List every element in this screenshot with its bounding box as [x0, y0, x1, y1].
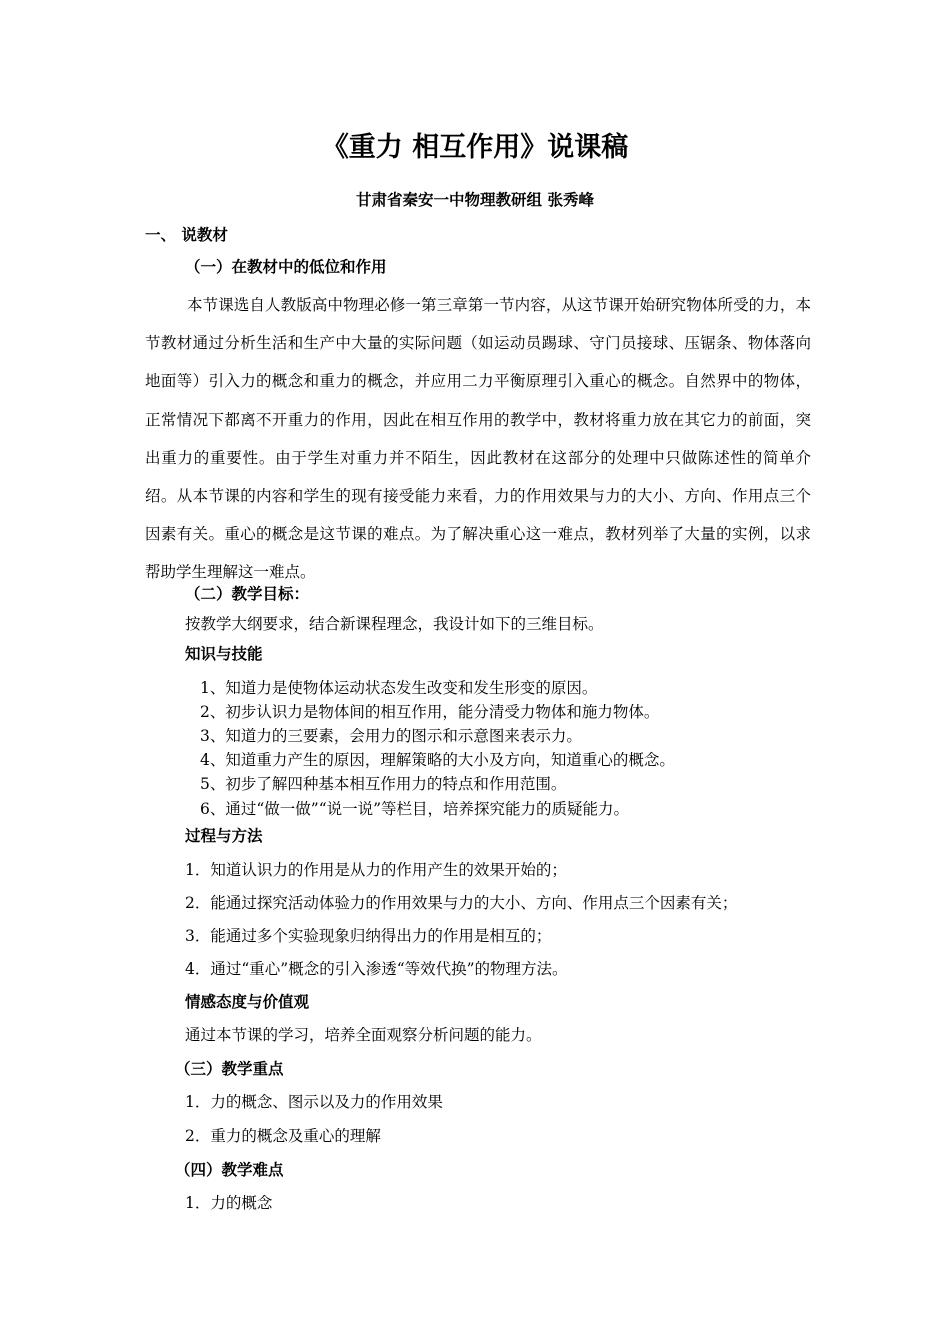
key-point-item: 2．重力的概念及重心的理解	[185, 1127, 381, 1145]
subsection-heading-position: （一）在教材中的低位和作用	[185, 258, 387, 276]
process-methods-heading: 过程与方法	[185, 827, 263, 845]
key-point-item: 1．力的概念、图示以及力的作用效果	[185, 1093, 443, 1111]
process-item: 4．通过“重心”概念的引入渗透“等效代换”的物理方法。	[185, 960, 568, 978]
knowledge-item: 4、知道重力产生的原因，理解策略的大小及方向，知道重心的概念。	[200, 751, 675, 769]
process-item: 3．能通过多个实验现象归纳得出力的作用是相互的；	[185, 927, 552, 945]
position-paragraph: 本节课选自人教版高中物理必修一第三章第一节内容，从这节课开始研究物体所受的力，本节教材通过分析生活和生产中大量的实际问题（如运动员踢球、守门员接球、压锯条、物体落向地面等）引入力的概念和重力的概念，并应用二力平衡原理引入重心的概念。自然界中的物体，正常情况下都离不开重力的作用，因此在相互作用的教学中，教材将重力放在其它力的前面，突出重力的重要性。由于学生对重力并不陌生，因此教材在这部分的处理中只做陈述性的简单介绍。从本节课的内容和学生的现有接受能力来看，力的作用效果与力的大小、方向、作用点三个因素有关。重心的概念是这节课的难点。为了解决重心这一难点，教材列举了大量的实例，以求帮助学生理解这一难点。	[145, 296, 811, 582]
process-item: 1．知道认识力的作用是从力的作用产生的效果开始的；	[185, 861, 567, 879]
knowledge-item: 5、初步了解四种基本相互作用力的特点和作用范围。	[200, 775, 567, 793]
knowledge-skills-heading: 知识与技能	[185, 645, 263, 663]
document-author: 甘肃省秦安一中物理教研组 张秀峰	[356, 191, 594, 209]
knowledge-item: 1、知道力是使物体运动状态发生改变和发生形变的原因。	[200, 679, 598, 697]
difficulty-item: 1．力的概念	[185, 1194, 273, 1212]
section-heading-teaching-material: 一、 说教材	[145, 226, 228, 244]
objectives-intro: 按教学大纲要求，结合新课程理念，我设计如下的三维目标。	[185, 615, 604, 633]
emotion-values-heading: 情感态度与价值观	[185, 993, 310, 1011]
subsection-heading-objectives: （二）教学目标：	[185, 585, 310, 603]
knowledge-item: 6、通过“做一做”“说一说”等栏目，培养探究能力的质疑能力。	[200, 800, 630, 818]
knowledge-item: 2、初步认识力是物体间的相互作用，能分清受力物体和施力物体。	[200, 703, 660, 721]
subsection-heading-key-points: （三）教学重点	[175, 1060, 284, 1078]
document-title: 《重力 相互作用》说课稿	[321, 132, 629, 163]
emotion-values-text: 通过本节课的学习，培养全面观察分析问题的能力。	[185, 1026, 542, 1044]
knowledge-item: 3、知道力的三要素，会用力的图示和示意图来表示力。	[200, 727, 582, 745]
process-item: 2．能通过探究活动体验力的作用效果与力的大小、方向、作用点三个因素有关；	[185, 894, 738, 912]
subsection-heading-difficulties: （四）教学难点	[175, 1161, 284, 1179]
